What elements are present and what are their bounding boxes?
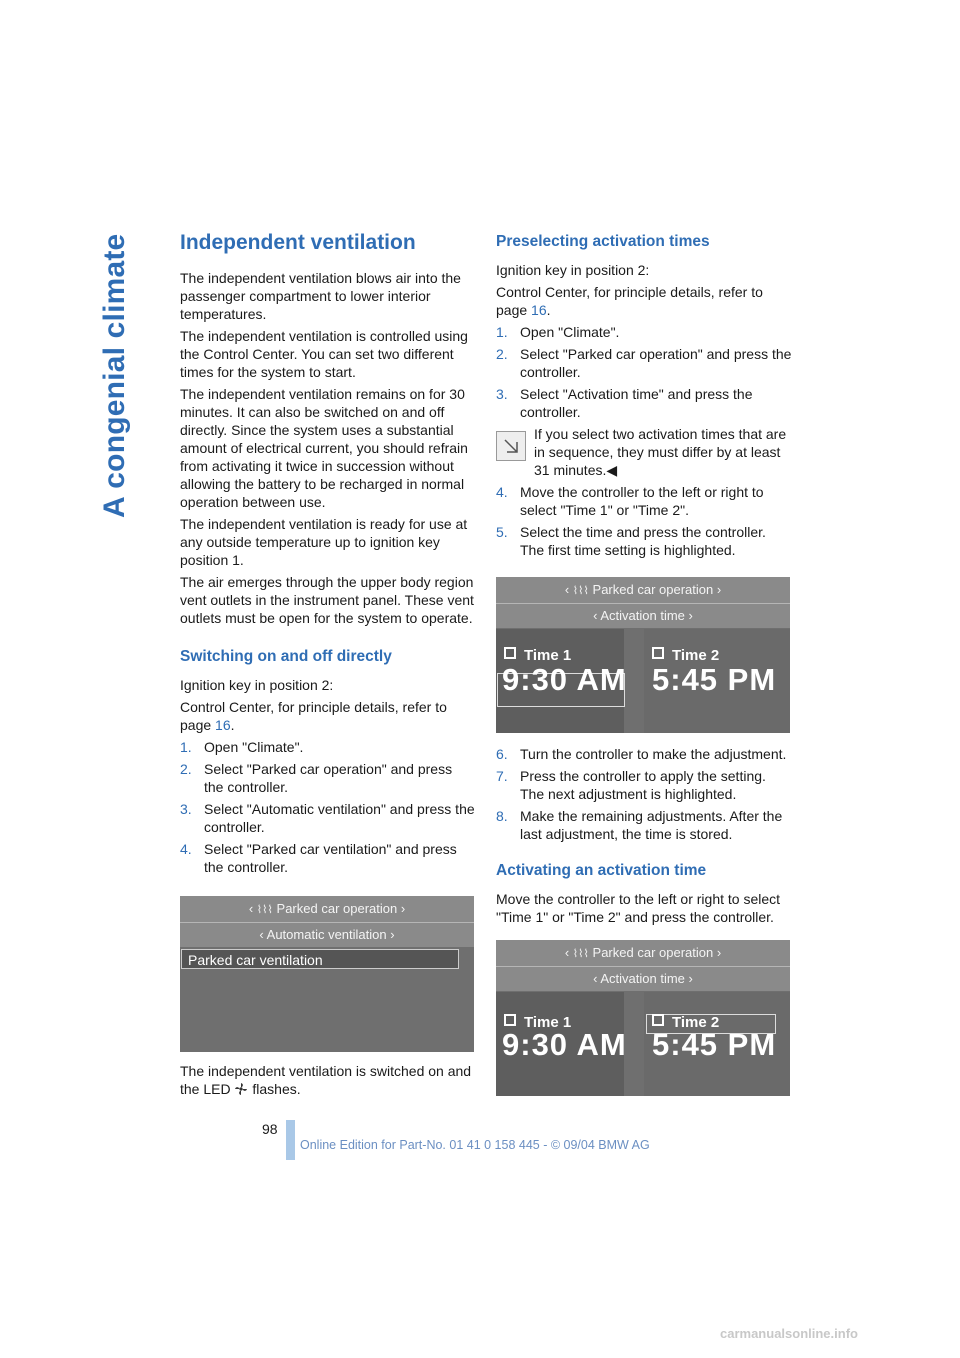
screen-activation-time-1: ‹ ⌇⌇⌇ Parked car operation › ‹ Activation time › Time 1 9:30 AM Time 2 5:45 PM [496, 577, 790, 733]
list-item: 3. Select "Automatic ventilation" and press the controller. [180, 801, 475, 835]
time-1-label: Time 1 [504, 1014, 571, 1032]
page-link[interactable]: 16 [531, 302, 547, 318]
paragraph: The air emerges through the upper body region vent outlets in the instrument panel. These vent outlets must be open for the system to operate. [180, 574, 474, 626]
steps-list [496, 323, 792, 421]
steps-list [180, 738, 475, 876]
selected-menu-item: Parked car ventilation [181, 949, 459, 969]
note-text: If you select two activation times that are in sequence, they must differ by at least 31 minutes.◀ [534, 426, 787, 478]
time-2-value: 5:45 PM [652, 1027, 777, 1062]
list-item: 6. Turn the controller to make the adjustment. [496, 746, 787, 762]
right-column [496, 228, 792, 1096]
time-2-value: 5:45 PM [652, 662, 777, 697]
list-item: 8. Make the remaining adjustments. After the last adjustment, the time is stored. [496, 808, 783, 842]
paragraph: The independent ventilation is switched on and the LED flashes. [180, 1063, 472, 1097]
side-chapter-title [98, 228, 138, 528]
subheading: Switching on and off directly [180, 648, 392, 665]
paragraph: Control Center, for principle details, refer to page 16. [496, 284, 763, 318]
left-column [180, 228, 475, 1102]
section-heading: Independent ventilation [180, 231, 416, 254]
list-item: 1. Open "Climate". [180, 739, 304, 755]
paragraph: The independent ventilation is ready for use at any outside temperature up to ignition key position 1. [180, 516, 468, 568]
paragraph: The independent ventilation is controlled using the Control Center. You can set two different times for the system to start. [180, 328, 468, 380]
list-item: 7. Press the controller to apply the setting. The next adjustment is highlighted. [496, 768, 766, 802]
list-item: 4. Select "Parked car ventilation" and press the controller. [180, 841, 457, 875]
paragraph: Move the controller to the left or right to select "Time 1" or "Time 2" and press the controller. [496, 891, 781, 925]
list-item: 2. Select "Parked car operation" and press the controller. [496, 346, 792, 380]
paragraph: Control Center, for principle details, refer to page 16. [180, 699, 447, 733]
note-arrow-icon [496, 431, 526, 461]
list-item: 1. Open "Climate". [496, 324, 620, 340]
screen-activation-time-2: ‹ ⌇⌇⌇ Parked car operation › ‹ Activation time › Time 1 9:30 AM Time 2 5:45 PM [496, 940, 790, 1096]
page-link[interactable]: 16 [215, 717, 231, 733]
steps-list [496, 745, 792, 843]
time-1-value: 9:30 AM [502, 1027, 627, 1062]
time-2-label: Time 2 [652, 647, 719, 665]
subheading: Preselecting activation times [496, 233, 710, 250]
time-2-label: Time 2 [652, 1014, 719, 1032]
screen-parked-car-ventilation: ‹ ⌇⌇⌇ Parked car operation › ‹ Automatic ventilation › Parked car ventilation [180, 896, 474, 1052]
time-1-label: Time 1 [504, 647, 571, 665]
online-edition-note: Online Edition for Part-No. 01 41 0 158 445 - © 09/04 BMW AG [300, 1138, 650, 1152]
paragraph: The independent ventilation remains on for 30 minutes. It can also be switched on and off directly. Since the system uses a substantial amount of electrical current, you should refrain from activating it twice in succession without allowing the battery to be recharged in normal operation between use. [180, 386, 468, 510]
subheading: Activating an activation time [496, 862, 707, 879]
list-item: 3. Select "Activation time" and press the controller. [496, 386, 753, 420]
steps-list [496, 483, 792, 559]
paragraph: Ignition key in position 2: [180, 677, 334, 693]
page-number: 98 [262, 1121, 278, 1137]
time-1-value: 9:30 AM [502, 662, 627, 697]
fan-icon [234, 1082, 248, 1096]
note-box [496, 425, 792, 479]
list-item: 2. Select "Parked car operation" and press the controller. [180, 761, 453, 795]
list-item: 5. Select the time and press the controller. The first time setting is highlighted. [496, 524, 766, 558]
list-item: 4. Move the controller to the left or right to select "Time 1" or "Time 2". [496, 484, 764, 518]
watermark: carmanualsonline.info [720, 1326, 858, 1341]
footer-accent-bar [286, 1120, 295, 1160]
paragraph: Ignition key in position 2: [496, 262, 650, 278]
paragraph: The independent ventilation blows air into the passenger compartment to lower interior temperatures. [180, 270, 461, 322]
chapter-title-text: A congenial climate [98, 233, 131, 518]
